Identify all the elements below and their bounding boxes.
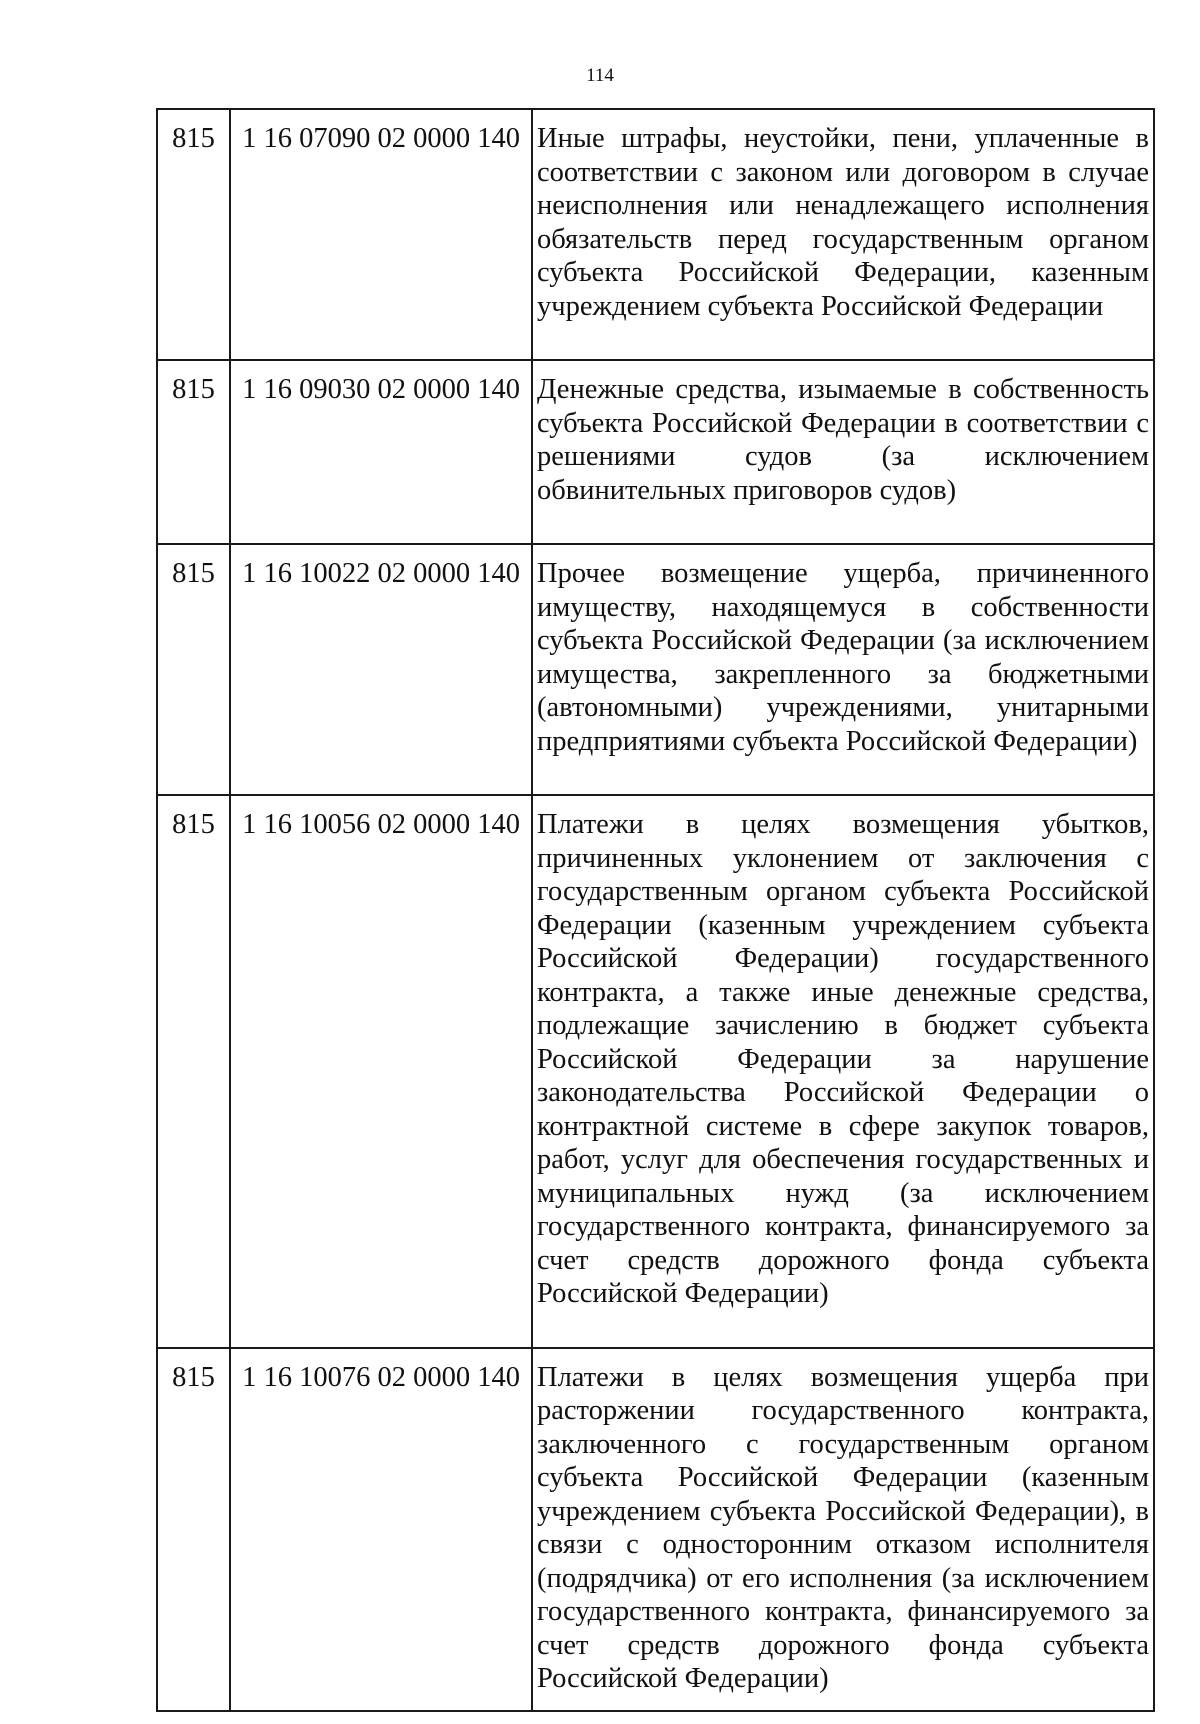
table-row bbox=[157, 795, 1154, 1348]
admin-code-cell: 815 bbox=[157, 109, 230, 360]
budget-code-cell: 1 16 10076 02 0000 140 bbox=[230, 1348, 532, 1711]
budget-codes-table bbox=[156, 108, 1155, 1712]
description-cell: Платежи в целях возмещения ущерба при расторжении государственного контракта, заключенного с государственным органом субъекта Российской Федерации (казенным учреждением субъекта Российской Федерации), в связи с односторонним отказом исполнителя (подрядчика) от его исполнения (за исключением государственного контракта, финансируемого за счет средств дорожного фонда субъекта Российской Федерации) bbox=[532, 1348, 1154, 1711]
admin-code-cell: 815 bbox=[157, 360, 230, 544]
page-number: 114 bbox=[586, 65, 614, 86]
budget-code-cell: 1 16 10022 02 0000 140 bbox=[230, 544, 532, 795]
description-cell: Прочее возмещение ущерба, причиненного имуществу, находящемуся в собственности субъекта Российской Федерации (за исключением имущества, закрепленного за бюджетными (автономными) учреждениями, унитарными предприятиями субъекта Российской Федерации) bbox=[532, 544, 1154, 795]
budget-code-cell: 1 16 09030 02 0000 140 bbox=[230, 360, 532, 544]
table-row bbox=[157, 109, 1154, 360]
table-row bbox=[157, 544, 1154, 795]
budget-code-cell: 1 16 10056 02 0000 140 bbox=[230, 795, 532, 1348]
description-cell: Денежные средства, изымаемые в собственность субъекта Российской Федерации в соответствии с решениями судов (за исключением обвинительных приговоров судов) bbox=[532, 360, 1154, 544]
table-row bbox=[157, 360, 1154, 544]
description-cell: Иные штрафы, неустойки, пени, уплаченные в соответствии с законом или договором в случае неисполнения или ненадлежащего исполнения обязательств перед государственным органом субъекта Российской Федерации, казенным учреждением субъекта Российской Федерации bbox=[532, 109, 1154, 360]
admin-code-cell: 815 bbox=[157, 795, 230, 1348]
table-row bbox=[157, 1348, 1154, 1711]
admin-code-cell: 815 bbox=[157, 1348, 230, 1711]
admin-code-cell: 815 bbox=[157, 544, 230, 795]
description-cell: Платежи в целях возмещения убытков, причиненных уклонением от заключения с государственным органом субъекта Российской Федерации (казенным учреждением субъекта Российской Федерации) государственного контракта, а также иные денежные средства, подлежащие зачислению в бюджет субъекта Российской Федерации за нарушение законодательства Российской Федерации о контрактной системе в сфере закупок товаров, работ, услуг для обеспечения государственных и муниципальных нужд (за исключением государственного контракта, финансируемого за счет средств дорожного фонда субъекта Российской Федерации) bbox=[532, 795, 1154, 1348]
budget-code-cell: 1 16 07090 02 0000 140 bbox=[230, 109, 532, 360]
